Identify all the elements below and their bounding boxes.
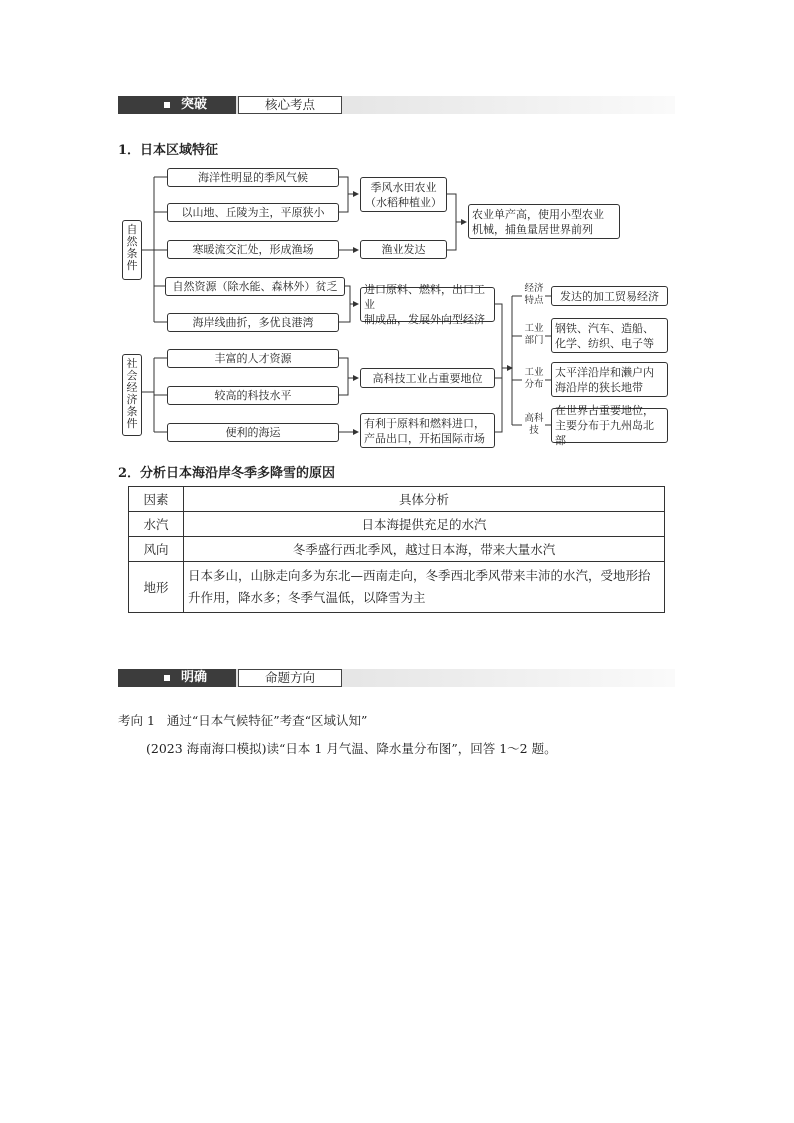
condition-box: 便利的海运: [167, 423, 339, 442]
banner-label: 明确: [181, 670, 208, 685]
banner-title: 命题方向: [264, 670, 315, 685]
industry-label: 工业 分布: [524, 367, 544, 390]
section-heading-1: 1．日本区域特征: [118, 143, 219, 158]
table-header: 因素: [129, 487, 184, 512]
condition-box: 丰富的人才资源: [167, 349, 339, 368]
industry-label: 经济 特点: [524, 283, 544, 306]
table-cell: 水汽: [129, 512, 184, 537]
table-row: [129, 537, 665, 562]
table-cell: 冬季盛行西北季风，越过日本海，带来大量水汽: [184, 537, 665, 562]
condition-box: 自然资源（除水能、森林外）贫乏: [165, 277, 345, 296]
section-heading-2: 2．分析日本海沿岸冬季多降雪的原因: [118, 466, 336, 481]
table-cell: 日本海提供充足的水汽: [184, 512, 665, 537]
group-label-natural: 自 然 条 件: [126, 223, 138, 272]
table-cell: 地形: [129, 562, 184, 613]
banner-title: 核心考点: [264, 97, 315, 112]
industry-box: 在世界占重要地位，主要分布于九州岛北部: [551, 408, 668, 443]
industry-box: 太平洋沿岸和濑户内海沿岸的狭长地带: [551, 362, 668, 397]
table-cell: 风向: [129, 537, 184, 562]
trade-box: 进口原料、燃料，出口工业 制成品，发展外向型经济: [360, 287, 495, 322]
question-intro: (2023 海南海口模拟)读“日本 1 月气温、降水量分布图”，回答 1～2 题。: [146, 741, 557, 756]
snow-analysis-table: [128, 486, 665, 613]
industry-box: 钢铁、汽车、造船、化学、纺织、电子等: [551, 318, 668, 353]
fishery-box: 渔业发达: [360, 240, 447, 259]
industry-box: 发达的加工贸易经济: [551, 286, 668, 306]
square-bullet-icon: [164, 675, 170, 681]
section-banner-direction: [118, 669, 675, 687]
exam-direction: 考向 1 通过“日本气候特征”考查“区域认知”: [118, 713, 368, 728]
table-cell: 日本多山，山脉走向多为东北—西南走向，冬季西北季风带来丰沛的水汽，受地形抬升作用，降水多；冬季气温低，以降雪为主: [184, 562, 665, 613]
rice-agriculture-box: 季风水田农业 （水稻种植业）: [360, 177, 447, 212]
hightech-box: 高科技工业占重要地位: [360, 368, 495, 388]
agriculture-result-box: 农业单产高，使用小型农业 机械，捕鱼量居世界前列: [468, 204, 620, 239]
condition-box: 寒暖流交汇处，形成渔场: [167, 240, 339, 259]
condition-box: 较高的科技水平: [167, 386, 339, 405]
table-row: [129, 562, 665, 613]
group-label-social: 社 会 经 济 条 件: [126, 357, 138, 430]
diagram-connectors: [0, 0, 794, 460]
table-header-row: [129, 487, 665, 512]
industry-label: 高科 技: [524, 413, 544, 436]
table-row: [129, 512, 665, 537]
condition-box: 海岸线曲折，多优良港湾: [167, 313, 339, 332]
banner-label: 突破: [181, 97, 208, 112]
condition-box: 海洋性明显的季风气候: [167, 168, 339, 187]
industry-label: 工业 部门: [524, 323, 544, 346]
condition-box: 以山地、丘陵为主，平原狭小: [167, 203, 339, 222]
table-header: 具体分析: [184, 487, 665, 512]
port-box: 有利于原料和燃料进口， 产品出口，开拓国际市场: [360, 413, 495, 448]
